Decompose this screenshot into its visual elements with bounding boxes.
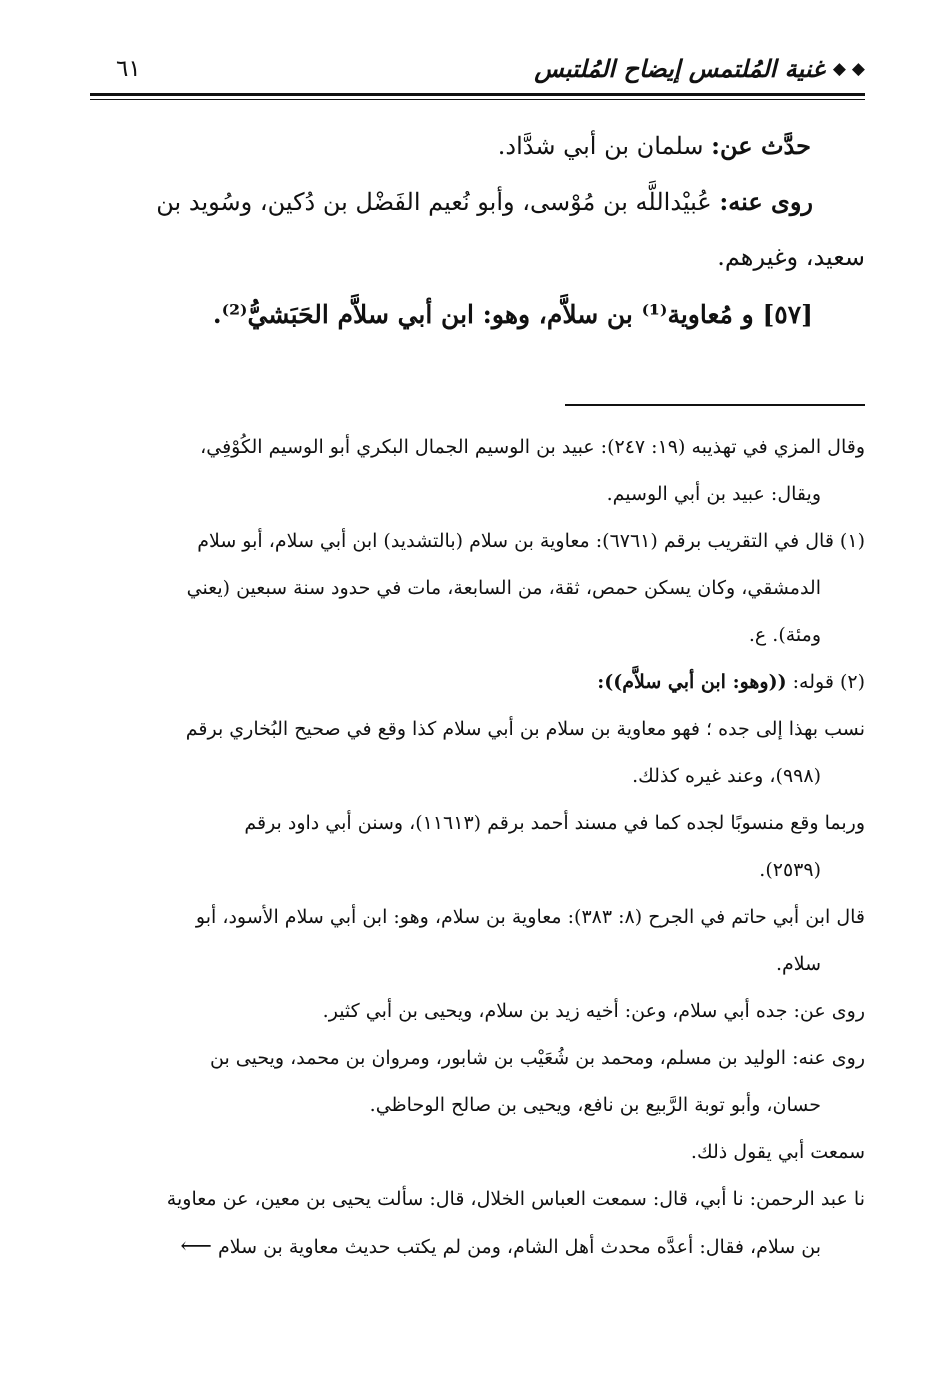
running-header xyxy=(90,50,865,88)
narrated-from-text: سلمان بن أبي شدَّاد. xyxy=(497,132,704,160)
narrated-from-label: حدَّث عن: xyxy=(711,131,811,160)
book-title xyxy=(534,54,865,83)
entry-title: و مُعاوية⁽¹⁾ بن سلاَّم، وهو: ابن أبي سلاَّم الحَبَشيُّ⁽²⁾. xyxy=(212,300,754,329)
footnote-para-1-line-1: نسب بهذا إلى جده ؛ فهو معاوية بن سلام بن أبي سلام كذا وقع في صحيح البُخاري برقم xyxy=(185,718,865,740)
prev-note-line-1: وقال المزي في تهذيبه (١٩: ٢٤٧): عبيد بن الوسيم الجمال البكري أبو الوسيم الكُوْفِي، xyxy=(200,436,865,458)
narrated-by-label: روى عنه: xyxy=(719,187,813,216)
footnote-para-2-line-1: وربما وقع منسوبًا لجده كما في مسند أحمد برقم (١١٦١٣)، وسنن أبي داود برقم xyxy=(244,812,865,834)
page-number: ٦١ xyxy=(116,56,141,82)
continue-arrow-icon: ⟵ xyxy=(180,1234,212,1259)
footnote-para-7-line-2 xyxy=(90,1223,865,1271)
footnote-2-quote: ((وهو: ابن أبي سلاَّم)): xyxy=(597,671,787,693)
narrated-from-line xyxy=(90,118,865,174)
entry-heading xyxy=(90,287,865,342)
footnote-para-3-line-1: قال ابن أبي حاتم في الجرح (٨: ٣٨٣): معاوية بن سلام، وهو: ابن أبي سلام الأسود، أبو xyxy=(195,906,865,928)
header-rule-thin xyxy=(90,99,865,100)
footnote-1-line-3: ومئة). ع. xyxy=(748,624,821,646)
narrated-by-line-1 xyxy=(90,174,865,230)
book-title-text: غنية المُلتمس إيضاح المُلتبس xyxy=(534,54,825,83)
diamond-ornament-icon: ◆ ◆ xyxy=(832,59,865,79)
prev-note-line-2: ويقال: عبيد بن أبي الوسيم. xyxy=(606,483,821,505)
footnote-para-5-line-1: روى عنه: الوليد بن مسلم، ومحمد بن شُعَيْب بن شابور، ومروان بن محمد، ويحيى بن xyxy=(209,1047,865,1069)
header-rule-thick xyxy=(90,93,865,96)
narrated-by-line-2: سعيد، وغيرهم. xyxy=(717,243,865,271)
main-text xyxy=(90,118,865,342)
footnote-para-1-line-2: (٩٩٨)، وعند غيره كذلك. xyxy=(632,765,821,787)
footnote-separator xyxy=(565,404,865,406)
footnote-para-3-line-2: سلام. xyxy=(775,953,821,975)
footnote-1-line-1: (١) قال في التقريب برقم (٦٧٦١): معاوية بن سلام (بالتشديد) ابن أبي سلام، أبو سلام xyxy=(197,530,865,552)
footnote-para-5-line-2: حسان، وأبو توبة الرَّبيع بن نافع، ويحيى بن صالح الوحاظي. xyxy=(369,1094,821,1116)
footnote-2-heading xyxy=(90,659,865,706)
footnotes xyxy=(90,424,865,1271)
footnote-2-prefix: (٢) قوله: xyxy=(792,671,865,693)
footnote-para-2-line-2: (٢٥٣٩). xyxy=(759,859,821,881)
footnote-para-7-line-2-text: بن سلام، فقال: أعدَّه محدث أهل الشام، ومن لم يكتب حديث معاوية بن سلام xyxy=(218,1236,821,1258)
entry-number: [٥٧] xyxy=(762,300,813,329)
footnote-1-line-2: الدمشقي، وكان يسكن حمص، ثقة، من السابعة، مات في حدود سنة سبعين (يعني xyxy=(186,577,821,599)
footnote-para-7-line-1: نا عبد الرحمن: نا أبي، قال: سمعت العباس الخلال، قال: سألت يحيى بن معين، عن معاوية xyxy=(166,1188,865,1210)
narrated-by-text-1: عُبيْداللَّه بن مُوْسى، وأبو نُعيم الفَضْل بن دُكين، وسُويد بن xyxy=(156,188,712,216)
book-page xyxy=(90,0,865,1380)
footnote-para-6-line-1: سمعت أبي يقول ذلك. xyxy=(690,1141,865,1163)
footnote-para-4-line-1: روى عن: جده أبي سلام، وعن: أخيه زيد بن سلام، ويحيى بن أبي كثير. xyxy=(322,1000,865,1022)
